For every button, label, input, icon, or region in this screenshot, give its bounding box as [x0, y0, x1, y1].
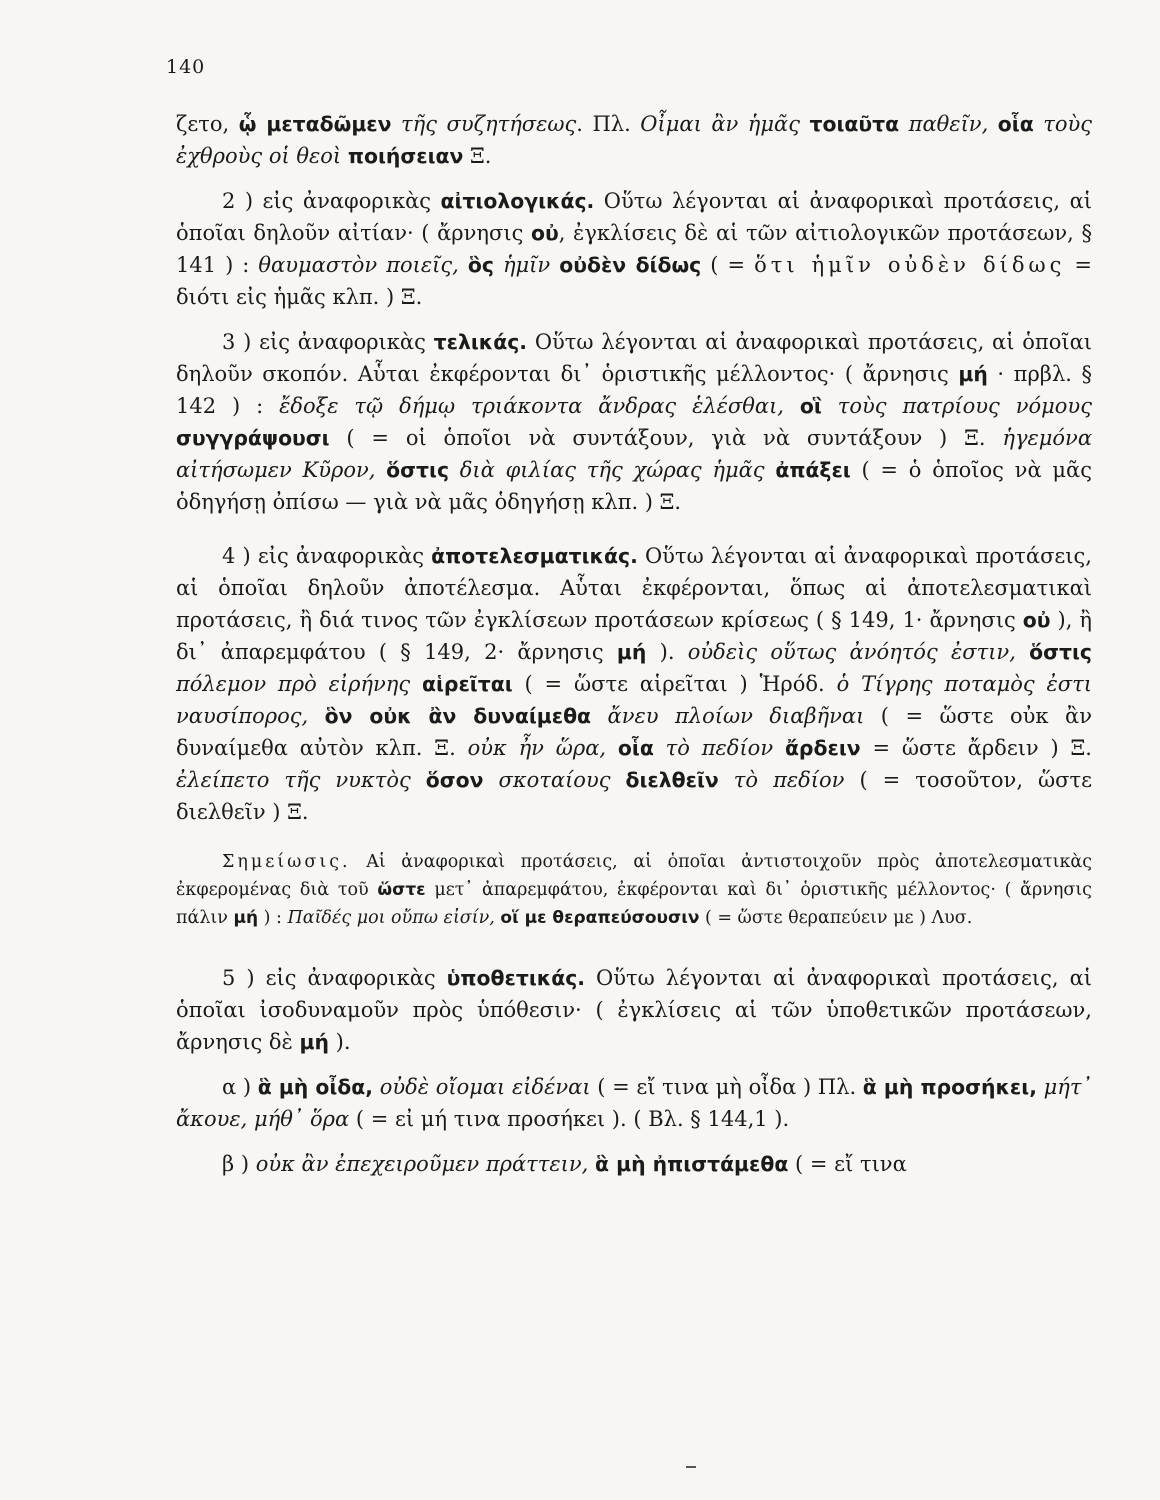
sub-item-beta: β ) οὐκ ἂν ἐπεχειροῦμεν πράττειν, ἃ μὴ ἠπιστάμεθα ( = εἴ τινα: [222, 1152, 907, 1176]
page-number: 140: [166, 56, 206, 78]
paragraph-causal-relative: 2 ) εἰς ἀναφορικὰς αἰτιολογικάς. Οὕτω λέγονται αἱ ἀναφορικαὶ προτάσεις, αἱ ὁποῖαι δηλοῦν αἰτίαν· ( ἄρνησις οὐ, ἐγκλίσεις δὲ αἱ τῶν αἰτιολογικῶν προτάσεων, § 141 ) : θαυμαστὸν ποιεῖς, ὃς ἡμῖν οὐδὲν δίδως ( = ὅτι ἡμῖν οὐδὲν δίδως = διότι εἰς ἡμᾶς κλπ. ) Ξ.: [176, 189, 1093, 309]
sub-item-alpha: α ) ἃ μὴ οἶδα, οὐδὲ οἴομαι εἰδέναι ( = εἴ τινα μὴ οἶδα ) Πλ. ἃ μὴ προσήκει, μήτ᾽ ἄκουε, μήθ᾽ ὅρα ( = εἰ μή τινα προσήκει ). ( Βλ. § 144,1 ).: [176, 1075, 1092, 1131]
body-text: [176, 108, 1092, 1193]
paragraph-continuation: ζετο, ᾧ μεταδῶμεν τῆς συζητήσεως. Πλ. Οἶμαι ἂν ἡμᾶς τοιαῦτα παθεῖν, οἷα τοὺς ἐχθροὺς οἱ θεοὶ ποιήσειαν Ξ.: [176, 112, 1093, 168]
note-paragraph: Σημείωσις. Αἱ ἀναφορικαὶ προτάσεις, αἱ ὁποῖαι ἀντιστοιχοῦν πρὸς ἀποτελεσματικὰς ἐκφερομένας διὰ τοῦ ὥστε μετ᾽ ἀπαρεμφάτου, ἐκφέρονται καὶ δι᾽ ὁριστικῆς μέλλοντος· ( ἄρνησις πάλιν μή ) : Παῖδές μοι οὔπω εἰσίν, οἵ με θεραπεύσουσιν ( = ὥστε θεραπεύειν με ) Λυσ.: [176, 852, 1092, 928]
print-mark: [686, 1466, 696, 1468]
paragraph-final-relative: 3 ) εἰς ἀναφορικὰς τελικάς. Οὕτω λέγονται αἱ ἀναφορικαὶ προτάσεις, αἱ ὁποῖαι δηλοῦν σκοπόν. Αὗται ἐκφέρονται δι᾽ ὁριστικῆς μέλλοντος· ( ἄρνησις μή · πρβλ. § 142 ) : ἔδοξε τῷ δήμῳ τριάκοντα ἄνδρας ἑλέσθαι, οἳ τοὺς πατρίους νόμους συγγράψουσι ( = οἱ ὁποῖοι νὰ συντάξουν, γιὰ νὰ συντάξουν ) Ξ. ἡγεμόνα αἰτήσωμεν Κῦρον, ὅστις διὰ φιλίας τῆς χώρας ἡμᾶς ἀπάξει ( = ὁ ὁποῖος νὰ μᾶς ὁδηγήσῃ ὀπίσω — γιὰ νὰ μᾶς ὁδηγήσῃ κλπ. ) Ξ.: [176, 330, 1092, 514]
paragraph-consecutive-relative: 4 ) εἰς ἀναφορικὰς ἀποτελεσματικάς. Οὕτω λέγονται αἱ ἀναφορικαὶ προτάσεις, αἱ ὁποῖαι δηλοῦν ἀποτέλεσμα. Αὗται ἐκφέρονται, ὅπως αἱ ἀποτελεσματικαὶ προτάσεις, ἢ διά τινος τῶν ἐγκλίσεων προτάσεων κρίσεως ( § 149, 1· ἄρνησις οὐ ), ἢ δι᾽ ἀπαρεμφάτου ( § 149, 2· ἄρνησις μή ). οὐδεὶς οὕτως ἀνόητός ἐστιν, ὅστις πόλεμον πρὸ εἰρήνης αἱρεῖται ( = ὥστε αἱρεῖται ) Ἡρόδ. ὁ Τίγρης ποταμὸς ἐστι ναυσίπορος, ὃν οὐκ ἂν δυναίμεθα ἄνευ πλοίων διαβῆναι ( = ὥστε οὐκ ἂν δυναίμεθα αὐτὸν κλπ. Ξ. οὐκ ἦν ὥρα, οἷα τὸ πεδίον ἄρδειν = ὥστε ἄρδειν ) Ξ. ἐλείπετο τῆς νυκτὸς ὅσον σκοταίους διελθεῖν τὸ πεδίον ( = τοσοῦτον, ὥστε διελθεῖν ) Ξ.: [176, 544, 1092, 824]
paragraph-conditional-relative: 5 ) εἰς ἀναφορικὰς ὑποθετικάς. Οὕτω λέγονται αἱ ἀναφορικαὶ προτάσεις, αἱ ὁποῖαι ἰσοδυναμοῦν πρὸς ὑπόθεσιν· ( ἐγκλίσεις αἱ τῶν ὑποθετικῶν προτάσεων, ἄρνησις δὲ μή ).: [176, 966, 1092, 1054]
